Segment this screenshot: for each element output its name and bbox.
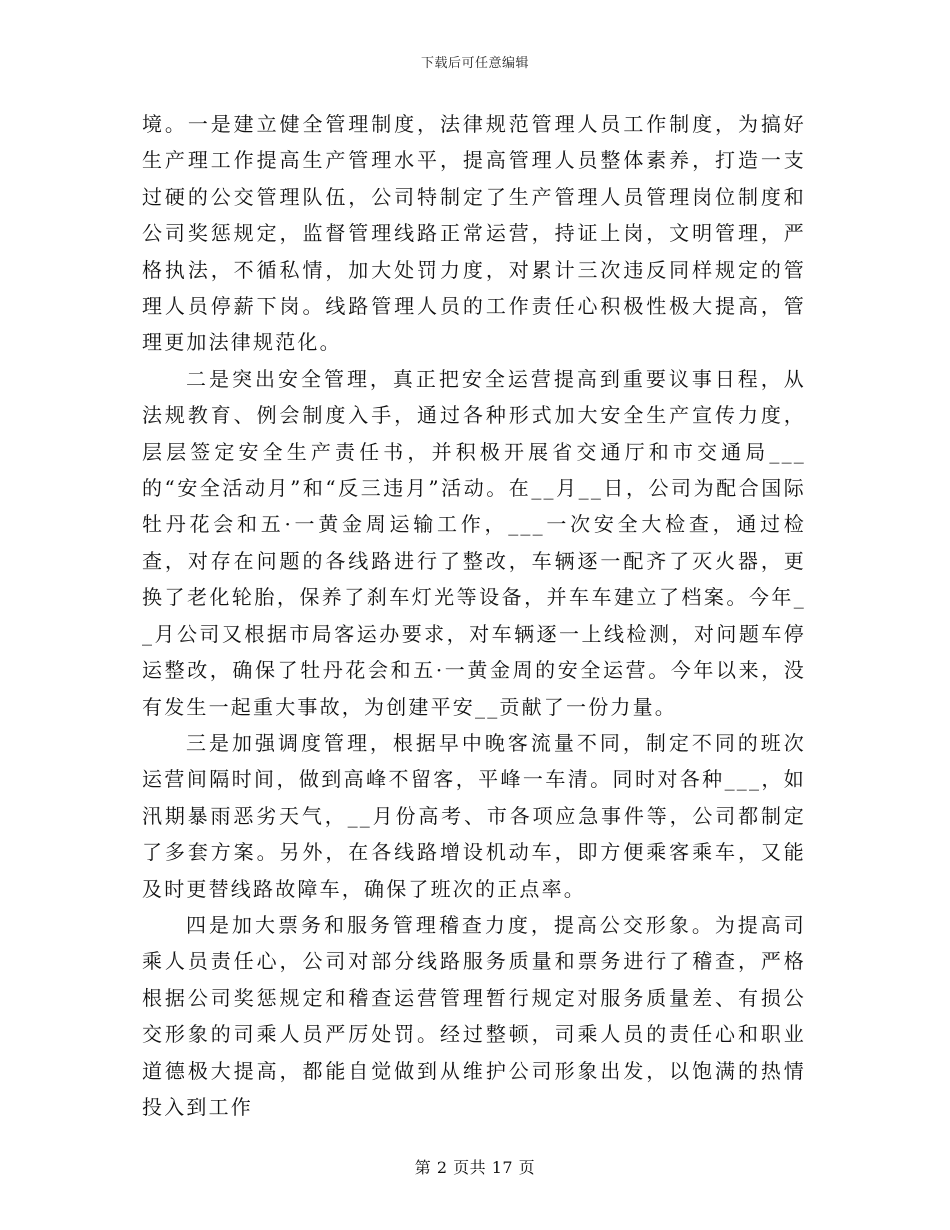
- page-number: 第 2 页共 17 页: [414, 1158, 536, 1177]
- paragraph-4: 四是加大票务和服务管理稽查力度，提高公交形象。为提高司乘人员责任心，公司对部分线路服务质量和票务进行了稽查，严格根据公司奖惩规定和稽查运营管理暂行规定对服务质量差、有损公交形象的司乘人员严厉处罚。经过整顿，司乘人员的责任心和职业道德极大提高，都能自觉做到从维护公司形象出发，以饱满的热情投入到工作: [142, 912, 806, 1119]
- page-header: 下载后可任意编辑: [420, 56, 529, 71]
- paragraph-3: 三是加强调度管理，根据早中晚客流量不同，制定不同的班次运营间隔时间，做到高峰不留客，平峰一车清。同时对各种___，如汛期暴雨恶劣天气，__月份高考、市各项应急事件等，公司都制定了多套方案。另外，在各线路增设机动车，即方便乘客乘车，又能及时更替线路故障车，确保了班次的正点率。: [142, 730, 806, 901]
- paragraph-2: 二是突出安全管理，真正把安全运营提高到重要议事日程，从法规教育、例会制度入手，通过各种形式加大安全生产宣传力度，层层签定安全生产责任书，并积极开展省交通厅和市交通局___的“安全活动月”和“反三违月”活动。在__月__日，公司为配合国际牡丹花会和五·一黄金周运输工作，___一次安全大检查，通过检查，对存在问题的各线路进行了整改，车辆逐一配齐了灭火器，更换了老化轮胎，保养了刹车灯光等设备，并车车建立了档案。今年__月公司又根据市局客运办要求，对车辆逐一上线检测，对问题车停运整改，确保了牡丹花会和五·一黄金周的安全运营。今年以来，没有发生一起重大事故，为创建平安__贡献了一份力量。: [142, 366, 806, 719]
- document-body: [142, 106, 806, 1125]
- paragraph-1: 境。一是建立健全管理制度，法律规范管理人员工作制度，为搞好生产理工作提高生产管理水平，提高管理人员整体素养，打造一支过硬的公交管理队伍，公司特制定了生产管理人员管理岗位制度和公司奖惩规定，监督管理线路正常运营，持证上岗，文明管理，严格执法，不循私情，加大处罚力度，对累计三次违反同样规定的管理人员停薪下岗。线路管理人员的工作责任心积极性极大提高，管理更加法律规范化。: [142, 112, 806, 355]
